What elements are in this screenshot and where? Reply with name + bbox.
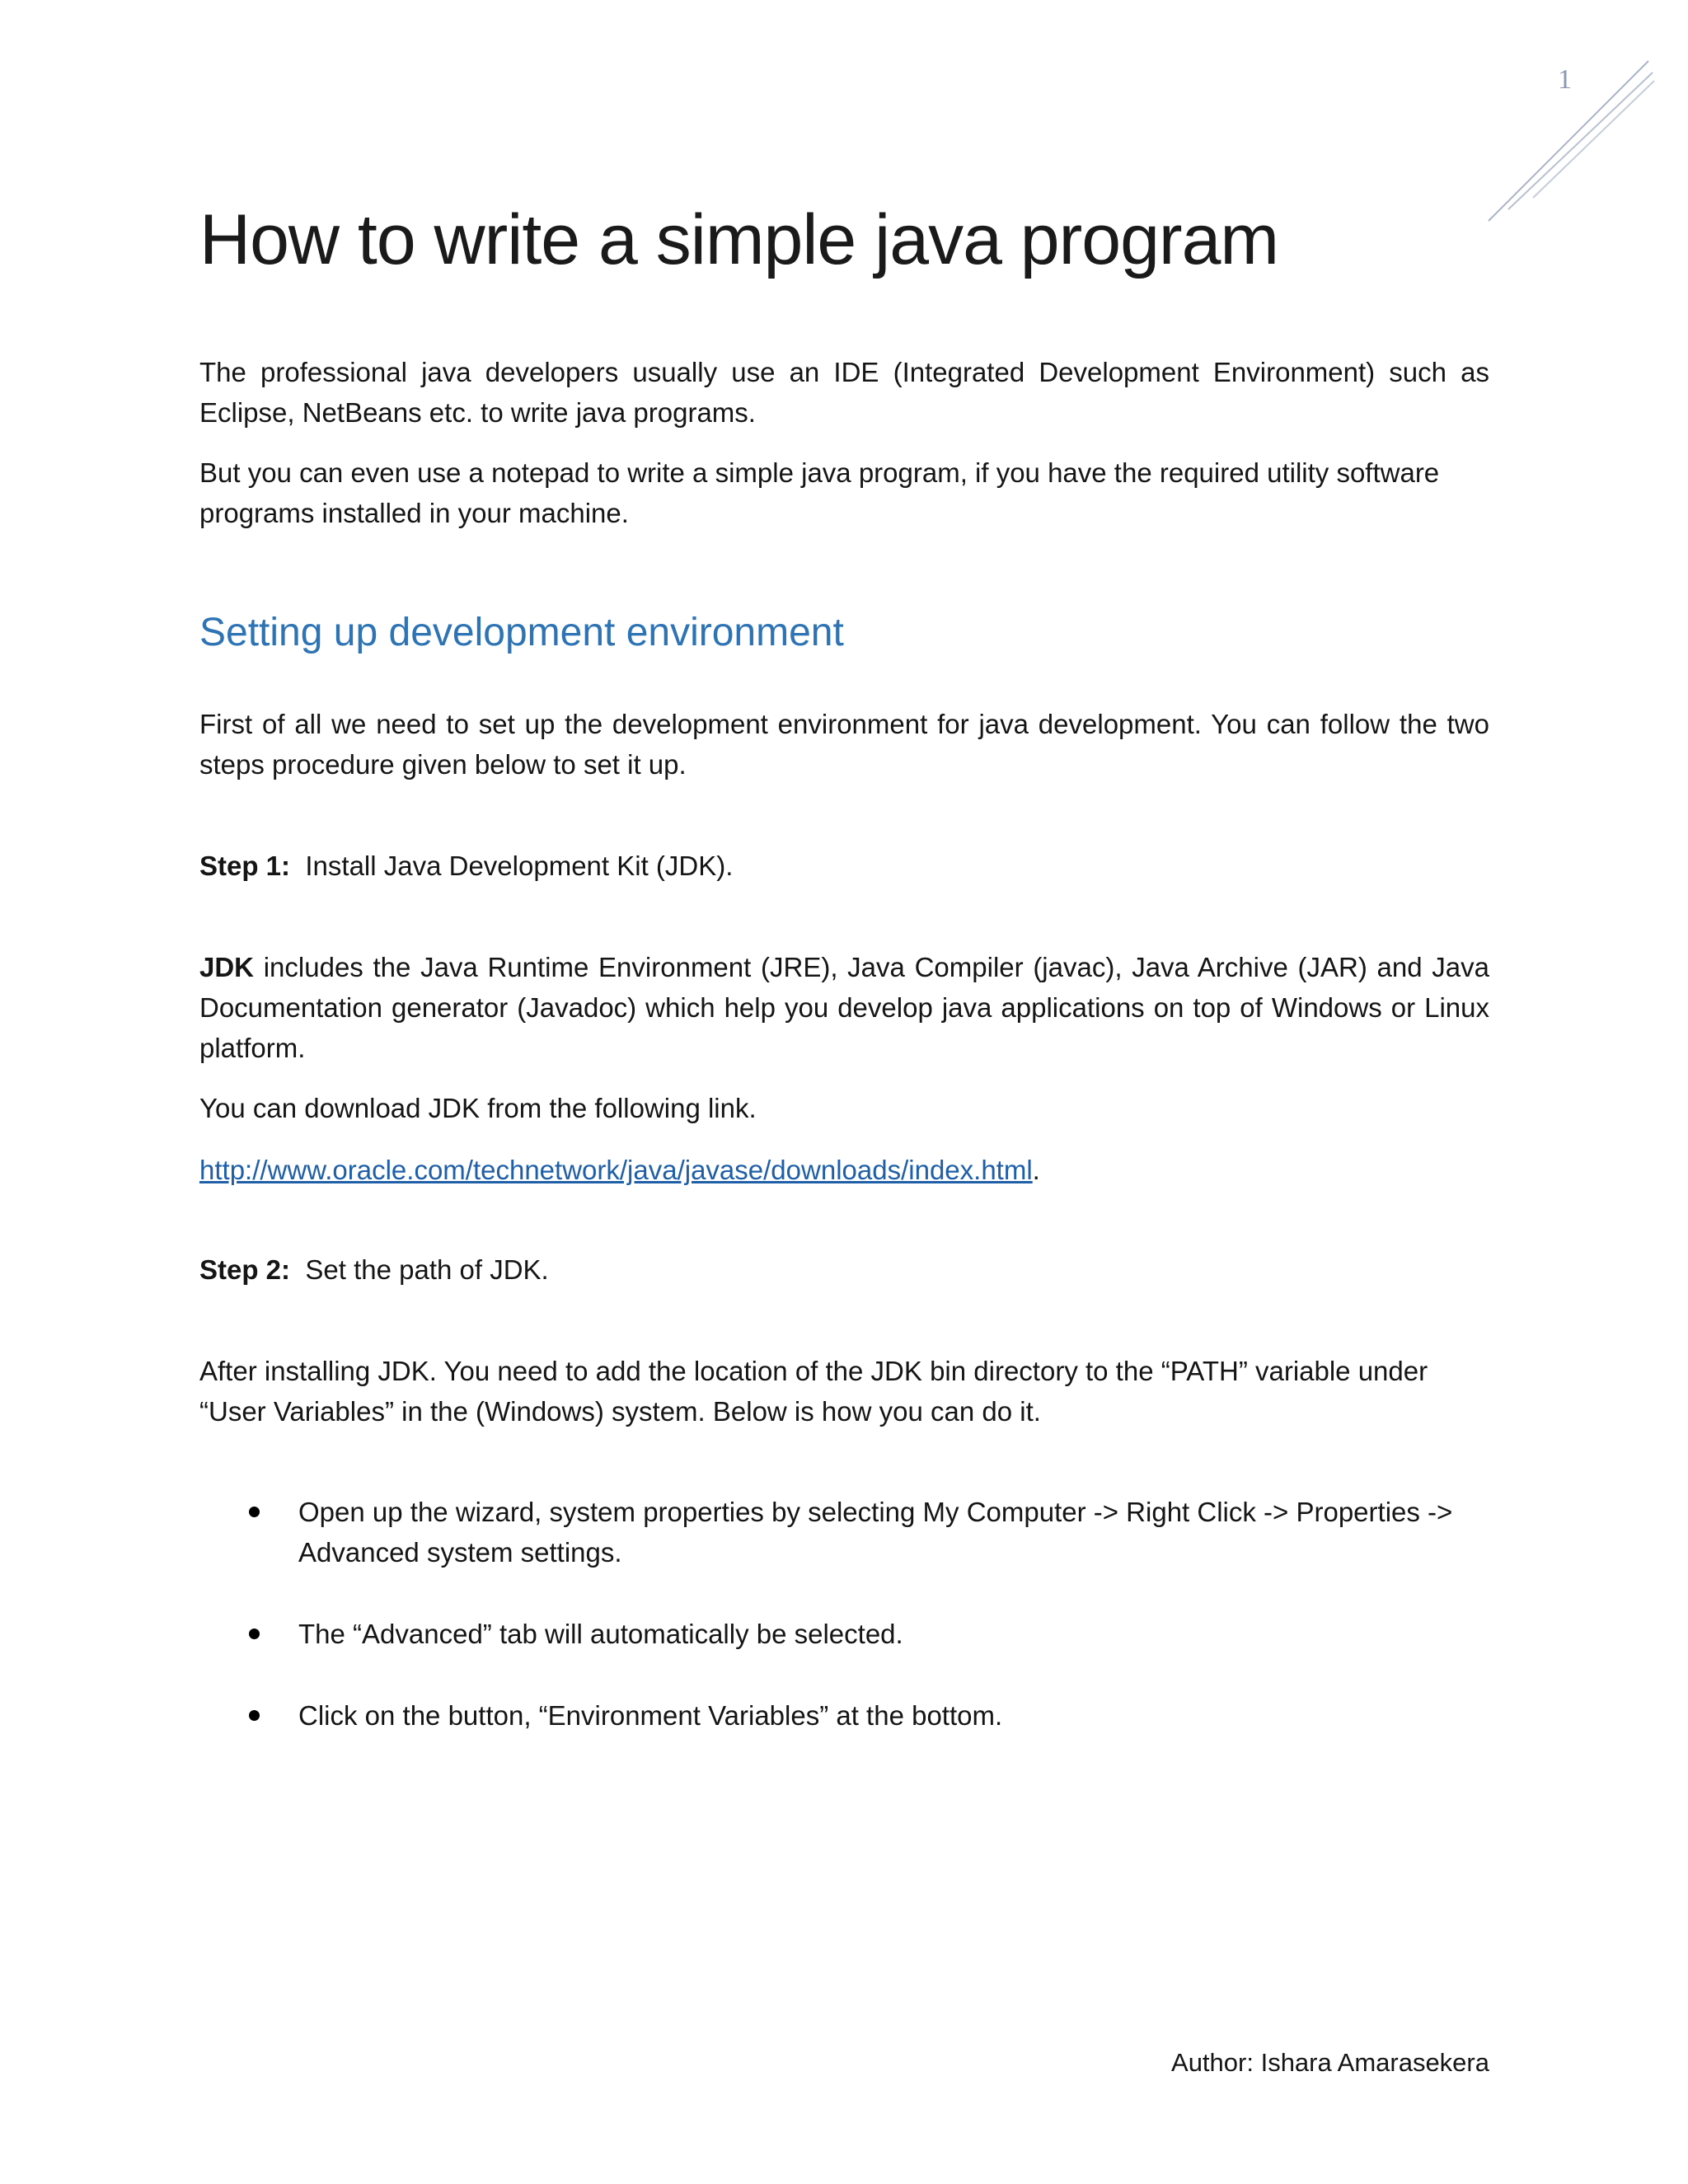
jdk-term: JDK [199,952,255,982]
jdk-paragraph [199,947,1489,1068]
step-1-label: Step 1: [199,851,291,881]
intro-paragraph-2: But you can even use a notepad to write a simple java program, if you have the required utility software programs installed in your machine. [199,457,1440,528]
list-item [199,1492,1489,1572]
section-heading: Setting up development environment [199,611,844,654]
document-title: How to write a simple java program [199,200,1279,279]
list-item-text: Click on the button, “Environment Variables” at the bottom. [298,1700,1003,1731]
link-suffix: . [1032,1155,1040,1185]
section-intro-paragraph: First of all we need to set up the development environment for java development. You can follow the two steps procedure given below to set it up. [199,709,1489,780]
intro-paragraph-1: The professional java developers usually use an IDE (Integrated Development Environment) such as Eclipse, NetBeans etc. to write java programs. [199,357,1489,428]
step-2-line [199,1249,1489,1290]
download-paragraph: You can download JDK from the following link. [199,1093,757,1123]
corner-decoration [1484,58,1657,231]
step-1-text: Install Java Development Kit (JDK). [305,851,734,881]
step-2-text: Set the path of JDK. [305,1254,549,1285]
step-2-details: After installing JDK. You need to add the location of the JDK bin directory to the “PATH” variable under “User Variables” in the (Windows) system. Below is how you can do it. [199,1356,1428,1427]
jdk-description: includes the Java Runtime Environment (JRE), Java Compiler (javac), Java Archive (JAR) and Java Documentation generator (Javadoc) which help you develop java applications on top of Windows or Linux platform. [199,952,1489,1063]
download-link-line [199,1150,1489,1190]
bullet-icon [249,1629,260,1639]
bullet-icon [249,1710,260,1721]
page-number: 1 [1558,64,1572,95]
footer-author: Author: Ishara Amarasekera [1171,2048,1489,2077]
step-1-line [199,846,1489,886]
instructions-list [199,1492,1489,1777]
list-item [199,1695,1489,1736]
jdk-download-link[interactable]: http://www.oracle.com/technetwork/java/javase/downloads/index.html [199,1155,1033,1185]
step-2-label: Step 2: [199,1254,291,1285]
list-item-text: The “Advanced” tab will automatically be selected. [298,1619,903,1649]
list-item [199,1614,1489,1654]
list-item-text: Open up the wizard, system properties by selecting My Computer -> Right Click -> Properties -> Advanced system settings. [298,1497,1453,1568]
bullet-icon [249,1507,260,1517]
